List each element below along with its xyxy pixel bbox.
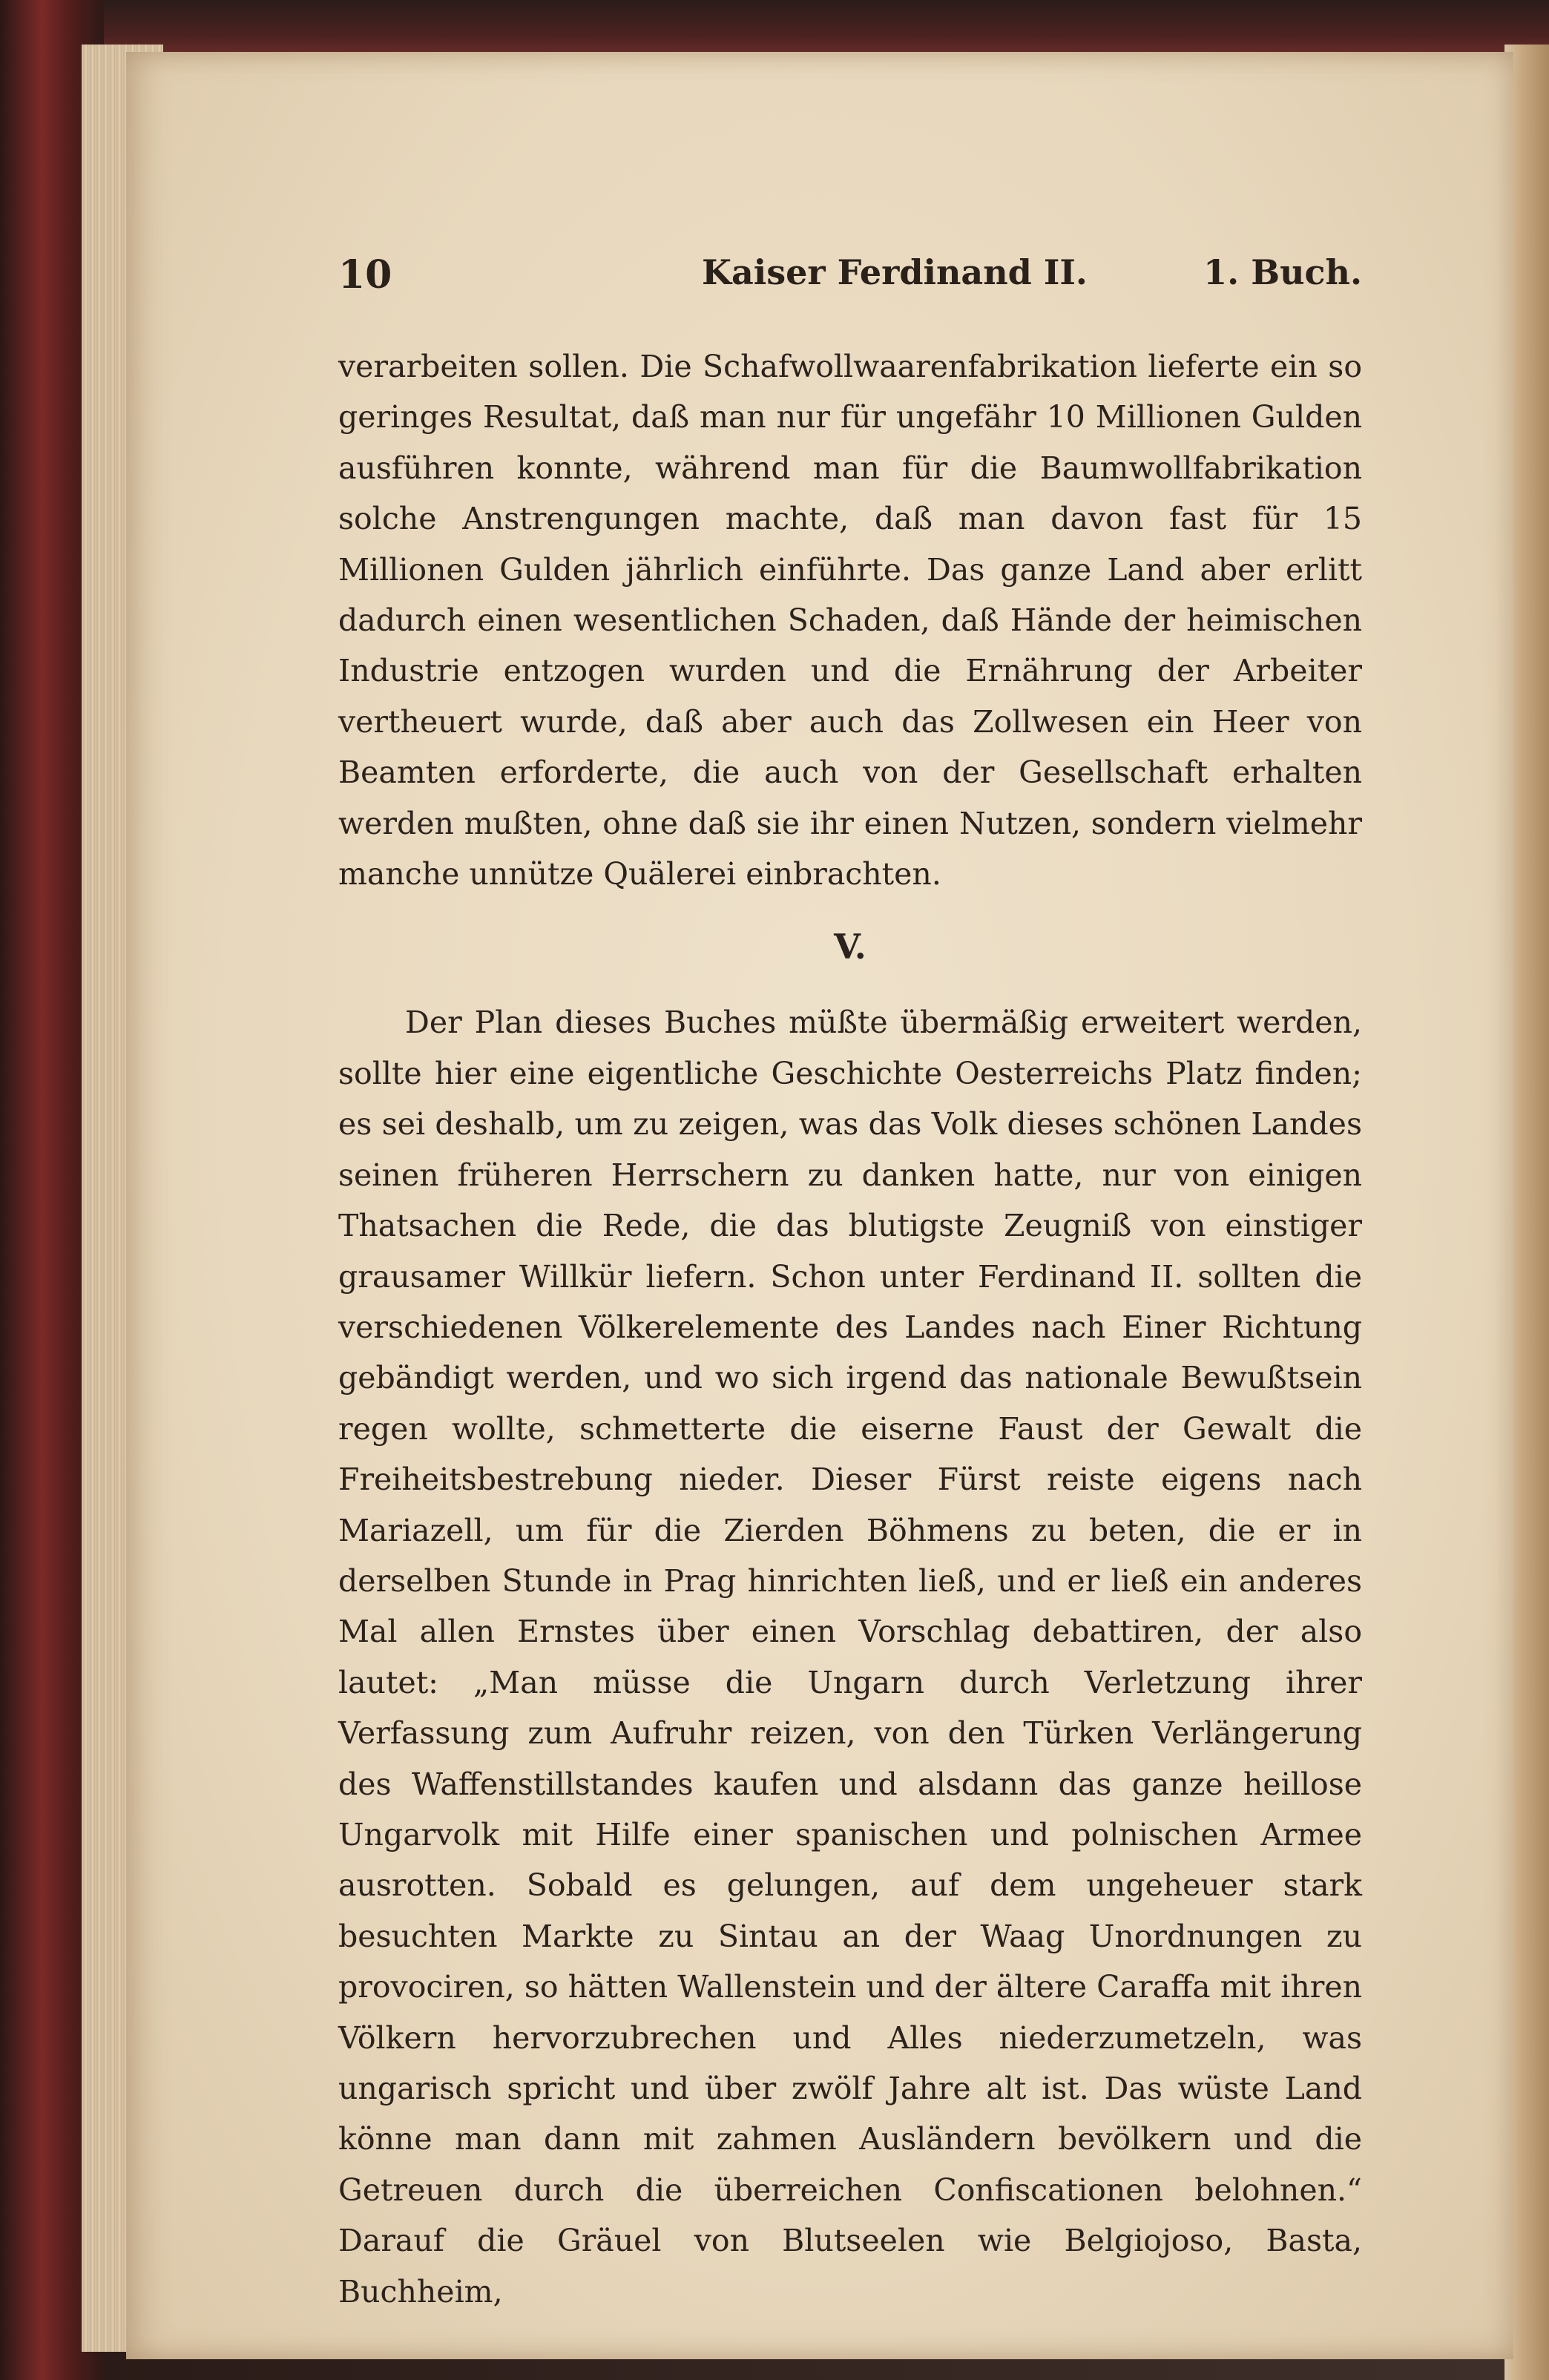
paragraph-2: Der Plan dieses Buches müßte übermäßig erweitert werden, sollte hier eine eigentliche Geschichte Oesterreichs Platz finden; es sei deshalb, um zu zeigen, was das Volk dieses schönen Landes seinen früheren Herrschern zu danken hatte, nur von einigen Thatsachen die Rede, die das blutigste Zeugniß von einstiger grausamer Willkür liefern. Schon unter Ferdinand II. sollten die verschiedenen Völkerelemente des Landes nach Einer Richtung gebändigt werden, und wo sich irgend das nationale Bewußtsein regen wollte, schmetterte die eiserne Faust der Gewalt die Freiheitsbestrebung nieder. Dieser Fürst reiste eigens nach Mariazell, um für die Zierden Böhmens zu beten, die er in derselben Stunde in Prag hinrichten ließ, und er ließ ein anderes Mal allen Ernstes über einen Vorschlag debattiren, der also lautet: „Man müsse die Ungarn durch Verletzung ihrer Verfassung zum Aufruhr reizen, von den Türken Verlängerung des Waffenstillstandes kaufen und alsdann das ganze heillose Ungarvolk mit Hilfe einer spanischen und polnischen Armee ausrotten. Sobald es gelungen, auf dem ungeheuer stark besuchten Markte zu Sintau an der Waag Unordnungen zu provociren, so hätten Wallenstein und der ältere Caraffa mit ihren Völkern hervorzubrechen und Alles niederzumetzeln, was ungarisch spricht und über zwölf Jahre alt ist. Das wüste Land könne man dann mit zahmen Ausländern bevölkern und die Getreuen durch die überreichen Confiscationen belohnen.“ Darauf die Gräuel von Blutseelen wie Belgiojoso, Basta, Buchheim,	[338, 1005, 1362, 2310]
paragraph-1: verarbeiten sollen. Die Schafwollwaarenfabrikation lieferte ein so geringes Resultat, daß man nur für ungefähr 10 Millionen Gulden ausführen konnte, während man für die Baumwollfabrikation solche Anstrengungen machte, daß man davon fast für 15 Millionen Gulden jährlich einführte. Das ganze Land aber erlitt dadurch einen wesentlichen Schaden, daß Hände der heimischen Industrie entzogen wurden und die Ernährung der Arbeiter vertheuert wurde, daß aber auch das Zollwesen ein Heer von Beamten erforderte, die auch von der Gesellschaft erhalten werden mußten, ohne daß sie ihr einen Nutzen, sondern vielmehr manche unnütze Quälerei einbrachten.	[338, 349, 1362, 892]
section-numeral: V.	[834, 927, 866, 967]
body-text	[338, 341, 1362, 2317]
running-title: Kaiser Ferdinand II.	[702, 252, 1088, 292]
page-number: 10	[338, 252, 392, 298]
book-cover-top	[0, 0, 1549, 59]
page-header	[338, 252, 1362, 304]
book-reference: 1. Buch.	[1203, 252, 1362, 292]
